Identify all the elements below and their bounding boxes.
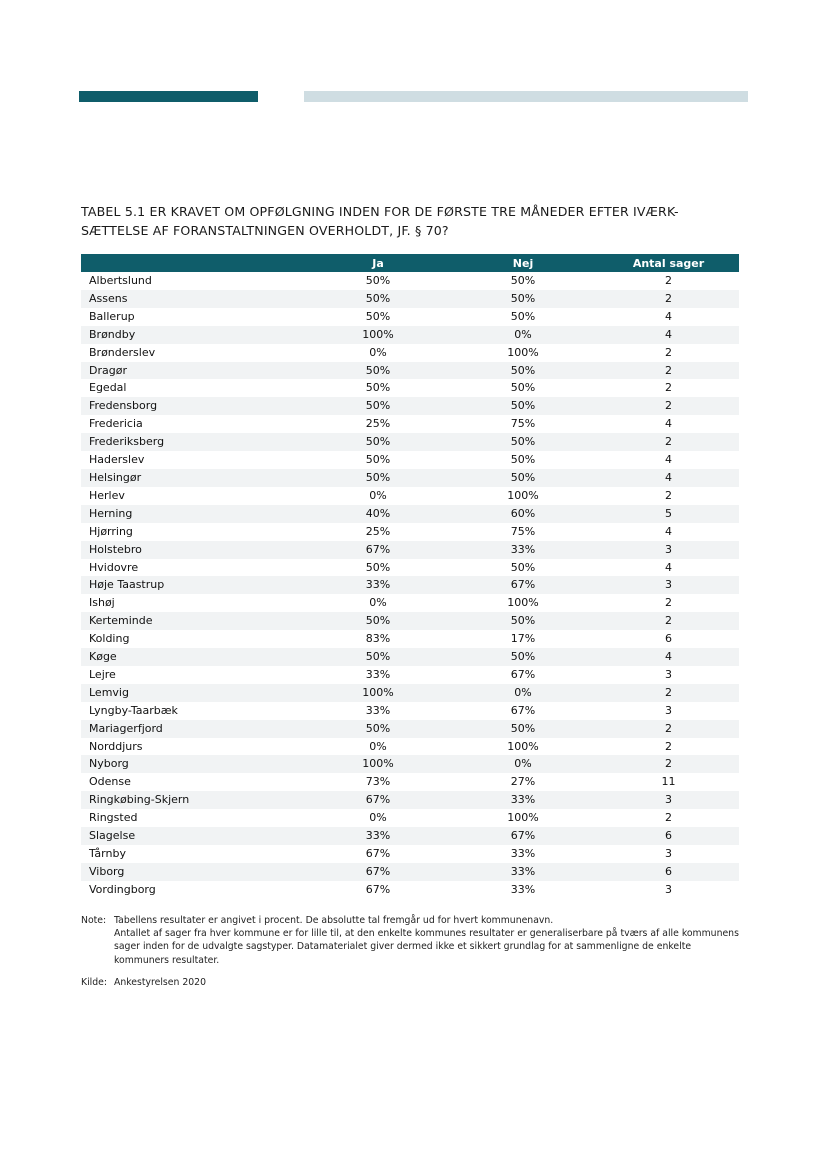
table-row xyxy=(81,326,739,344)
header-accent-bar-light xyxy=(304,91,748,102)
cell-nej: 33% xyxy=(510,847,536,860)
cell-nej: 50% xyxy=(510,453,536,467)
cell-antal-sager: 3 xyxy=(598,576,739,594)
table-row xyxy=(81,666,739,684)
table-row xyxy=(81,559,739,577)
cell-ja: 50% xyxy=(365,560,391,574)
source-text: Ankestyrelsen 2020 xyxy=(114,976,207,988)
cell-nej: 50% xyxy=(510,309,536,323)
cell-nej: 50% xyxy=(448,433,598,451)
cell-antal-sager: 2 xyxy=(665,811,672,825)
table-row xyxy=(81,827,739,845)
table-header-row xyxy=(81,254,739,272)
cell-nej: 50% xyxy=(448,290,598,308)
cell-ja: 0% xyxy=(369,596,387,610)
cell-ja: 50% xyxy=(365,274,391,287)
cell-antal-sager: 6 xyxy=(598,863,739,881)
cell-antal-sager: 4 xyxy=(598,469,739,487)
cell-nej: 0% xyxy=(448,755,598,773)
table-row xyxy=(81,487,739,505)
cell-municipality: Køge xyxy=(81,648,308,666)
cell-antal-sager: 2 xyxy=(598,433,739,451)
table-row xyxy=(81,469,739,487)
table-row xyxy=(81,344,739,362)
cell-nej: 27% xyxy=(510,775,536,789)
note-line-1: Tabellens resultater er angivet i procent. De absolutte tal fremgår ud for hvert kommunenavn. xyxy=(114,915,554,926)
cell-antal-sager: 3 xyxy=(665,847,672,860)
table-row xyxy=(81,433,739,451)
cell-nej: 50% xyxy=(448,648,598,666)
cell-municipality: Assens xyxy=(81,290,308,308)
cell-municipality: Lemvig xyxy=(81,684,308,702)
cell-ja: 40% xyxy=(308,505,448,523)
cell-antal-sager: 2 xyxy=(598,720,739,738)
cell-antal-sager: 2 xyxy=(598,755,739,773)
cell-municipality: Høje Taastrup xyxy=(81,576,308,594)
cell-municipality: Lyngby-Taarbæk xyxy=(89,703,178,717)
cell-municipality: Fredericia xyxy=(89,417,143,431)
note-line-2: Antallet af sager fra hver kommune er for lille til, at den enkelte kommunes resultater er generaliserbare på tværs af alle kommunens sager inden for de udvalgte sagstyper. Datamaterialet giver dermed ikke et sikkert grundlag for at sammenligne de enkelte kommuners resultater. xyxy=(114,928,739,966)
cell-municipality: Vordingborg xyxy=(89,882,156,896)
table-row xyxy=(81,415,739,433)
cell-ja: 0% xyxy=(369,345,387,359)
results-table xyxy=(81,254,739,899)
cell-municipality: Haderslev xyxy=(89,453,145,467)
cell-ja: 33% xyxy=(365,667,391,681)
cell-ja: 0% xyxy=(369,488,387,502)
cell-nej: 60% xyxy=(448,505,598,523)
cell-ja: 100% xyxy=(308,684,448,702)
cell-municipality: Brøndby xyxy=(81,326,308,344)
cell-nej: 100% xyxy=(507,596,539,610)
cell-ja: 50% xyxy=(365,309,391,323)
cell-antal-sager: 4 xyxy=(665,453,672,467)
cell-nej: 50% xyxy=(448,720,598,738)
cell-nej: 50% xyxy=(448,612,598,630)
table-body xyxy=(81,272,739,899)
cell-ja: 50% xyxy=(308,362,448,380)
cell-municipality: Egedal xyxy=(89,381,127,395)
table-row xyxy=(81,541,739,559)
cell-nej: 100% xyxy=(507,488,539,502)
cell-antal-sager: 2 xyxy=(665,739,672,753)
cell-antal-sager: 2 xyxy=(598,612,739,630)
cell-antal-sager: 6 xyxy=(598,827,739,845)
table-row xyxy=(81,379,739,397)
cell-ja: 50% xyxy=(308,648,448,666)
cell-nej: 50% xyxy=(510,560,536,574)
cell-antal-sager: 6 xyxy=(665,632,672,646)
cell-nej: 33% xyxy=(448,541,598,559)
cell-nej: 100% xyxy=(507,811,539,825)
cell-ja: 67% xyxy=(365,882,391,896)
cell-antal-sager: 2 xyxy=(665,345,672,359)
table-row xyxy=(81,451,739,469)
cell-antal-sager: 4 xyxy=(598,326,739,344)
cell-municipality: Kerteminde xyxy=(81,612,308,630)
cell-nej: 100% xyxy=(507,345,539,359)
table-row xyxy=(81,684,739,702)
cell-ja: 25% xyxy=(365,417,391,431)
table-row xyxy=(81,773,739,791)
cell-ja: 67% xyxy=(308,541,448,559)
note-label: Note: xyxy=(81,915,107,926)
cell-ja: 33% xyxy=(308,576,448,594)
cell-ja: 50% xyxy=(308,612,448,630)
cell-ja: 0% xyxy=(369,811,387,825)
table-row xyxy=(81,272,739,290)
cell-ja: 50% xyxy=(308,397,448,415)
header-municipality xyxy=(81,254,308,272)
cell-antal-sager: 3 xyxy=(665,882,672,896)
table-row xyxy=(81,648,739,666)
cell-municipality: Kolding xyxy=(89,632,130,646)
cell-antal-sager: 2 xyxy=(598,290,739,308)
cell-ja: 100% xyxy=(308,326,448,344)
cell-ja: 33% xyxy=(308,827,448,845)
cell-municipality: Nyborg xyxy=(81,755,308,773)
cell-ja: 50% xyxy=(365,381,391,395)
cell-nej: 50% xyxy=(448,362,598,380)
cell-municipality: Frederiksberg xyxy=(81,433,308,451)
cell-municipality: Herning xyxy=(81,505,308,523)
cell-nej: 0% xyxy=(448,326,598,344)
cell-municipality: Mariagerfjord xyxy=(81,720,308,738)
cell-municipality: Holstebro xyxy=(81,541,308,559)
cell-municipality: Hjørring xyxy=(89,524,133,538)
table-row xyxy=(81,791,739,809)
cell-municipality: Herlev xyxy=(89,488,125,502)
notes-section xyxy=(81,914,741,989)
cell-ja: 50% xyxy=(365,453,391,467)
source-label: Kilde: xyxy=(81,976,108,988)
table-row xyxy=(81,594,739,612)
cell-nej: 67% xyxy=(510,703,536,717)
table-row xyxy=(81,397,739,415)
table-row xyxy=(81,863,739,881)
cell-ja: 50% xyxy=(308,720,448,738)
cell-ja: 67% xyxy=(308,863,448,881)
table-row xyxy=(81,612,739,630)
table-row xyxy=(81,505,739,523)
cell-antal-sager: 4 xyxy=(665,309,672,323)
table-row xyxy=(81,576,739,594)
cell-municipality: Odense xyxy=(89,775,131,789)
header-antal-sager: Antal sager xyxy=(598,254,739,272)
cell-antal-sager: 3 xyxy=(665,667,672,681)
cell-nej: 50% xyxy=(510,274,536,287)
table-row xyxy=(81,809,739,827)
cell-municipality: Lejre xyxy=(89,667,116,681)
cell-municipality: Dragør xyxy=(81,362,308,380)
cell-nej: 50% xyxy=(448,469,598,487)
header-ja: Ja xyxy=(308,254,448,272)
cell-ja: 50% xyxy=(308,433,448,451)
cell-nej: 67% xyxy=(448,576,598,594)
table-row xyxy=(81,720,739,738)
cell-nej: 75% xyxy=(510,524,536,538)
cell-municipality: Brønderslev xyxy=(89,345,156,359)
cell-municipality: Albertslund xyxy=(89,274,152,287)
cell-ja: 73% xyxy=(365,775,391,789)
cell-ja: 25% xyxy=(365,524,391,538)
cell-antal-sager: 3 xyxy=(598,791,739,809)
table-title: TABEL 5.1 ER KRAVET OM OPFØLGNING INDEN FOR DE FØRSTE TRE MÅNEDER EFTER IVÆRK-SÆTTELSE AF FORANSTALTNINGEN OVERHOLDT, JF. § 70? xyxy=(81,204,679,238)
cell-nej: 100% xyxy=(507,739,539,753)
cell-municipality: Tårnby xyxy=(89,847,126,860)
cell-antal-sager: 4 xyxy=(665,524,672,538)
cell-ja: 100% xyxy=(308,755,448,773)
table-row xyxy=(81,755,739,773)
cell-antal-sager: 5 xyxy=(598,505,739,523)
cell-nej: 67% xyxy=(448,827,598,845)
cell-nej: 0% xyxy=(448,684,598,702)
cell-ja: 0% xyxy=(369,739,387,753)
cell-municipality: Viborg xyxy=(81,863,308,881)
table-row xyxy=(81,630,739,648)
cell-antal-sager: 2 xyxy=(598,362,739,380)
cell-antal-sager: 4 xyxy=(665,560,672,574)
cell-nej: 33% xyxy=(448,791,598,809)
cell-municipality: Hvidovre xyxy=(89,560,139,574)
cell-ja: 50% xyxy=(308,469,448,487)
cell-antal-sager: 4 xyxy=(665,417,672,431)
table-row xyxy=(81,738,739,756)
cell-municipality: Ringsted xyxy=(89,811,138,825)
cell-antal-sager: 2 xyxy=(598,397,739,415)
cell-municipality: Helsingør xyxy=(81,469,308,487)
cell-municipality: Slagelse xyxy=(81,827,308,845)
cell-antal-sager: 2 xyxy=(665,381,672,395)
cell-municipality: Ishøj xyxy=(89,596,115,610)
cell-antal-sager: 4 xyxy=(598,648,739,666)
cell-nej: 50% xyxy=(448,397,598,415)
cell-municipality: Fredensborg xyxy=(81,397,308,415)
cell-antal-sager: 3 xyxy=(665,703,672,717)
table-row xyxy=(81,881,739,899)
header-nej: Nej xyxy=(448,254,598,272)
cell-antal-sager: 2 xyxy=(665,596,672,610)
cell-antal-sager: 2 xyxy=(665,488,672,502)
cell-nej: 17% xyxy=(510,632,536,646)
cell-nej: 33% xyxy=(510,882,536,896)
cell-municipality: Ringkøbing-Skjern xyxy=(81,791,308,809)
cell-antal-sager: 3 xyxy=(598,541,739,559)
table-row xyxy=(81,523,739,541)
table-row xyxy=(81,290,739,308)
cell-ja: 50% xyxy=(308,290,448,308)
cell-nej: 50% xyxy=(510,381,536,395)
cell-antal-sager: 11 xyxy=(661,775,676,789)
cell-nej: 75% xyxy=(510,417,536,431)
cell-municipality: Norddjurs xyxy=(89,739,143,753)
header-accent-bar-dark xyxy=(79,91,258,102)
cell-antal-sager: 2 xyxy=(665,274,672,287)
cell-ja: 67% xyxy=(308,791,448,809)
table-row xyxy=(81,362,739,380)
cell-antal-sager: 2 xyxy=(598,684,739,702)
cell-ja: 33% xyxy=(365,703,391,717)
cell-municipality: Ballerup xyxy=(89,309,135,323)
table-row xyxy=(81,308,739,326)
cell-nej: 33% xyxy=(448,863,598,881)
table-row xyxy=(81,845,739,863)
cell-nej: 67% xyxy=(510,667,536,681)
table-row xyxy=(81,702,739,720)
cell-ja: 67% xyxy=(365,847,391,860)
cell-ja: 83% xyxy=(365,632,391,646)
